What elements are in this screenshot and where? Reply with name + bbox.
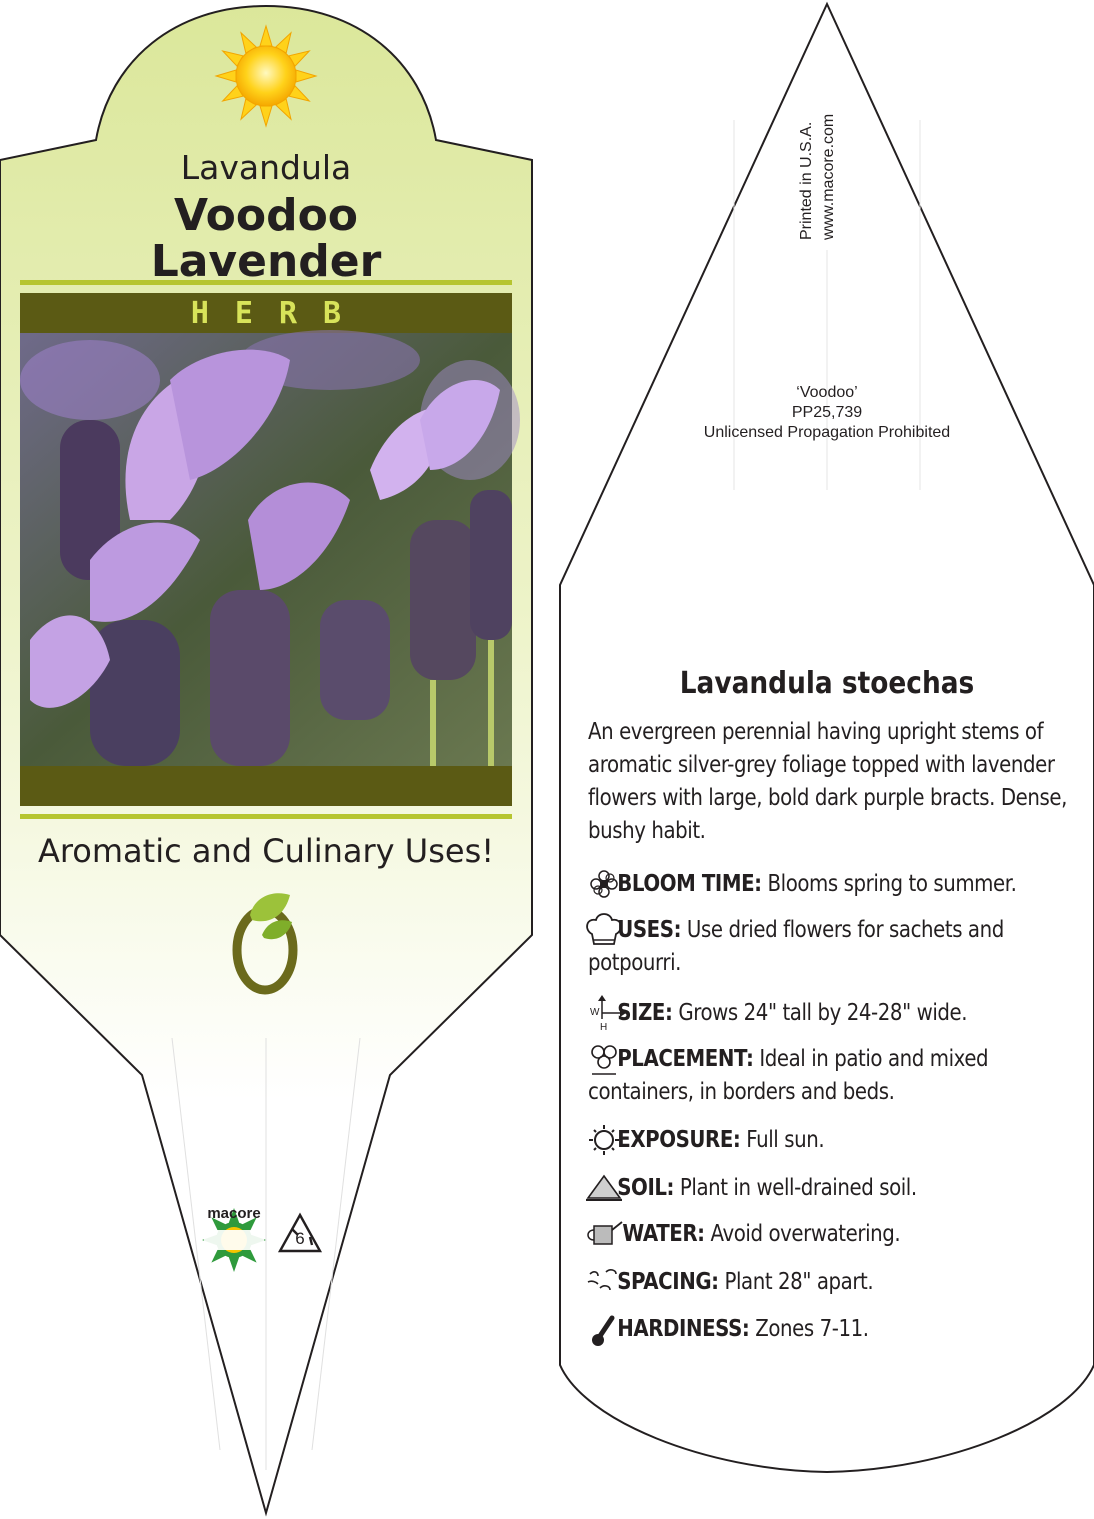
- attr-value: Avoid overwatering.: [710, 1221, 901, 1247]
- attr-label: USES:: [617, 917, 682, 943]
- website-line: www.macore.com: [820, 113, 837, 240]
- attr-value: Plant 28" apart.: [724, 1269, 874, 1295]
- attr-water: [588, 1218, 1070, 1251]
- attr-size: [588, 997, 1070, 1030]
- attr-value: Plant in well-drained soil.: [679, 1175, 917, 1201]
- printed-info: [796, 60, 856, 240]
- genus-name: Lavandula: [180, 148, 352, 187]
- svg-text:H: H: [600, 1022, 608, 1033]
- patent-number: PP25,739: [791, 404, 863, 421]
- attr-spacing: [588, 1266, 1070, 1299]
- plant-description: An evergreen perennial having upright stems of aromatic silver-grey foliage topped with lavender flowers with large, bold dark purple bracts. Dense, bushy habit.: [588, 719, 1067, 844]
- attr-value: Zones 7-11.: [755, 1316, 869, 1342]
- attr-label: BLOOM TIME:: [617, 871, 762, 897]
- patent-cultivar: ‘Voodoo’: [796, 384, 858, 401]
- tagline: Aromatic and Culinary Uses!: [37, 832, 495, 870]
- attr-label: WATER:: [622, 1221, 705, 1247]
- patent-info: [560, 383, 1094, 443]
- attr-value: Full sun.: [746, 1127, 825, 1153]
- lavender-photo: [20, 330, 520, 766]
- patent-notice: Unlicensed Propagation Prohibited: [703, 424, 951, 441]
- cultivar-name-line1: Voodoo: [173, 190, 359, 241]
- attr-label: EXPOSURE:: [617, 1127, 741, 1153]
- category-label: HERB: [190, 296, 368, 331]
- attr-placement: [588, 1043, 1070, 1109]
- attr-bloom-time: [588, 868, 1070, 901]
- attr-value: Blooms spring to summer.: [767, 871, 1017, 897]
- attr-label: SIZE:: [617, 1000, 673, 1026]
- species-name: Lavandula stoechas: [679, 666, 975, 701]
- attr-hardiness: [588, 1313, 1070, 1346]
- recycle-number: 6: [295, 1229, 305, 1248]
- attr-label: SOIL:: [617, 1175, 675, 1201]
- svg-text:W: W: [590, 1007, 600, 1018]
- attr-value: Use dried flowers for sachets and potpourri.: [588, 917, 1004, 976]
- attr-label: HARDINESS:: [617, 1316, 750, 1342]
- brand-logo-text: macore: [207, 1205, 261, 1222]
- attr-exposure: [588, 1124, 1070, 1157]
- attr-soil: [588, 1172, 1070, 1205]
- attr-value: Grows 24" tall by 24-28" wide.: [678, 1000, 968, 1026]
- attr-value: Ideal in patio and mixed containers, in borders and beds.: [588, 1046, 989, 1105]
- cultivar-name-line2: Lavender: [150, 236, 382, 287]
- attr-uses: [588, 914, 1070, 980]
- attr-label: SPACING:: [617, 1269, 719, 1295]
- printed-line: Printed in U.S.A.: [798, 121, 815, 240]
- attr-label: PLACEMENT:: [617, 1046, 754, 1072]
